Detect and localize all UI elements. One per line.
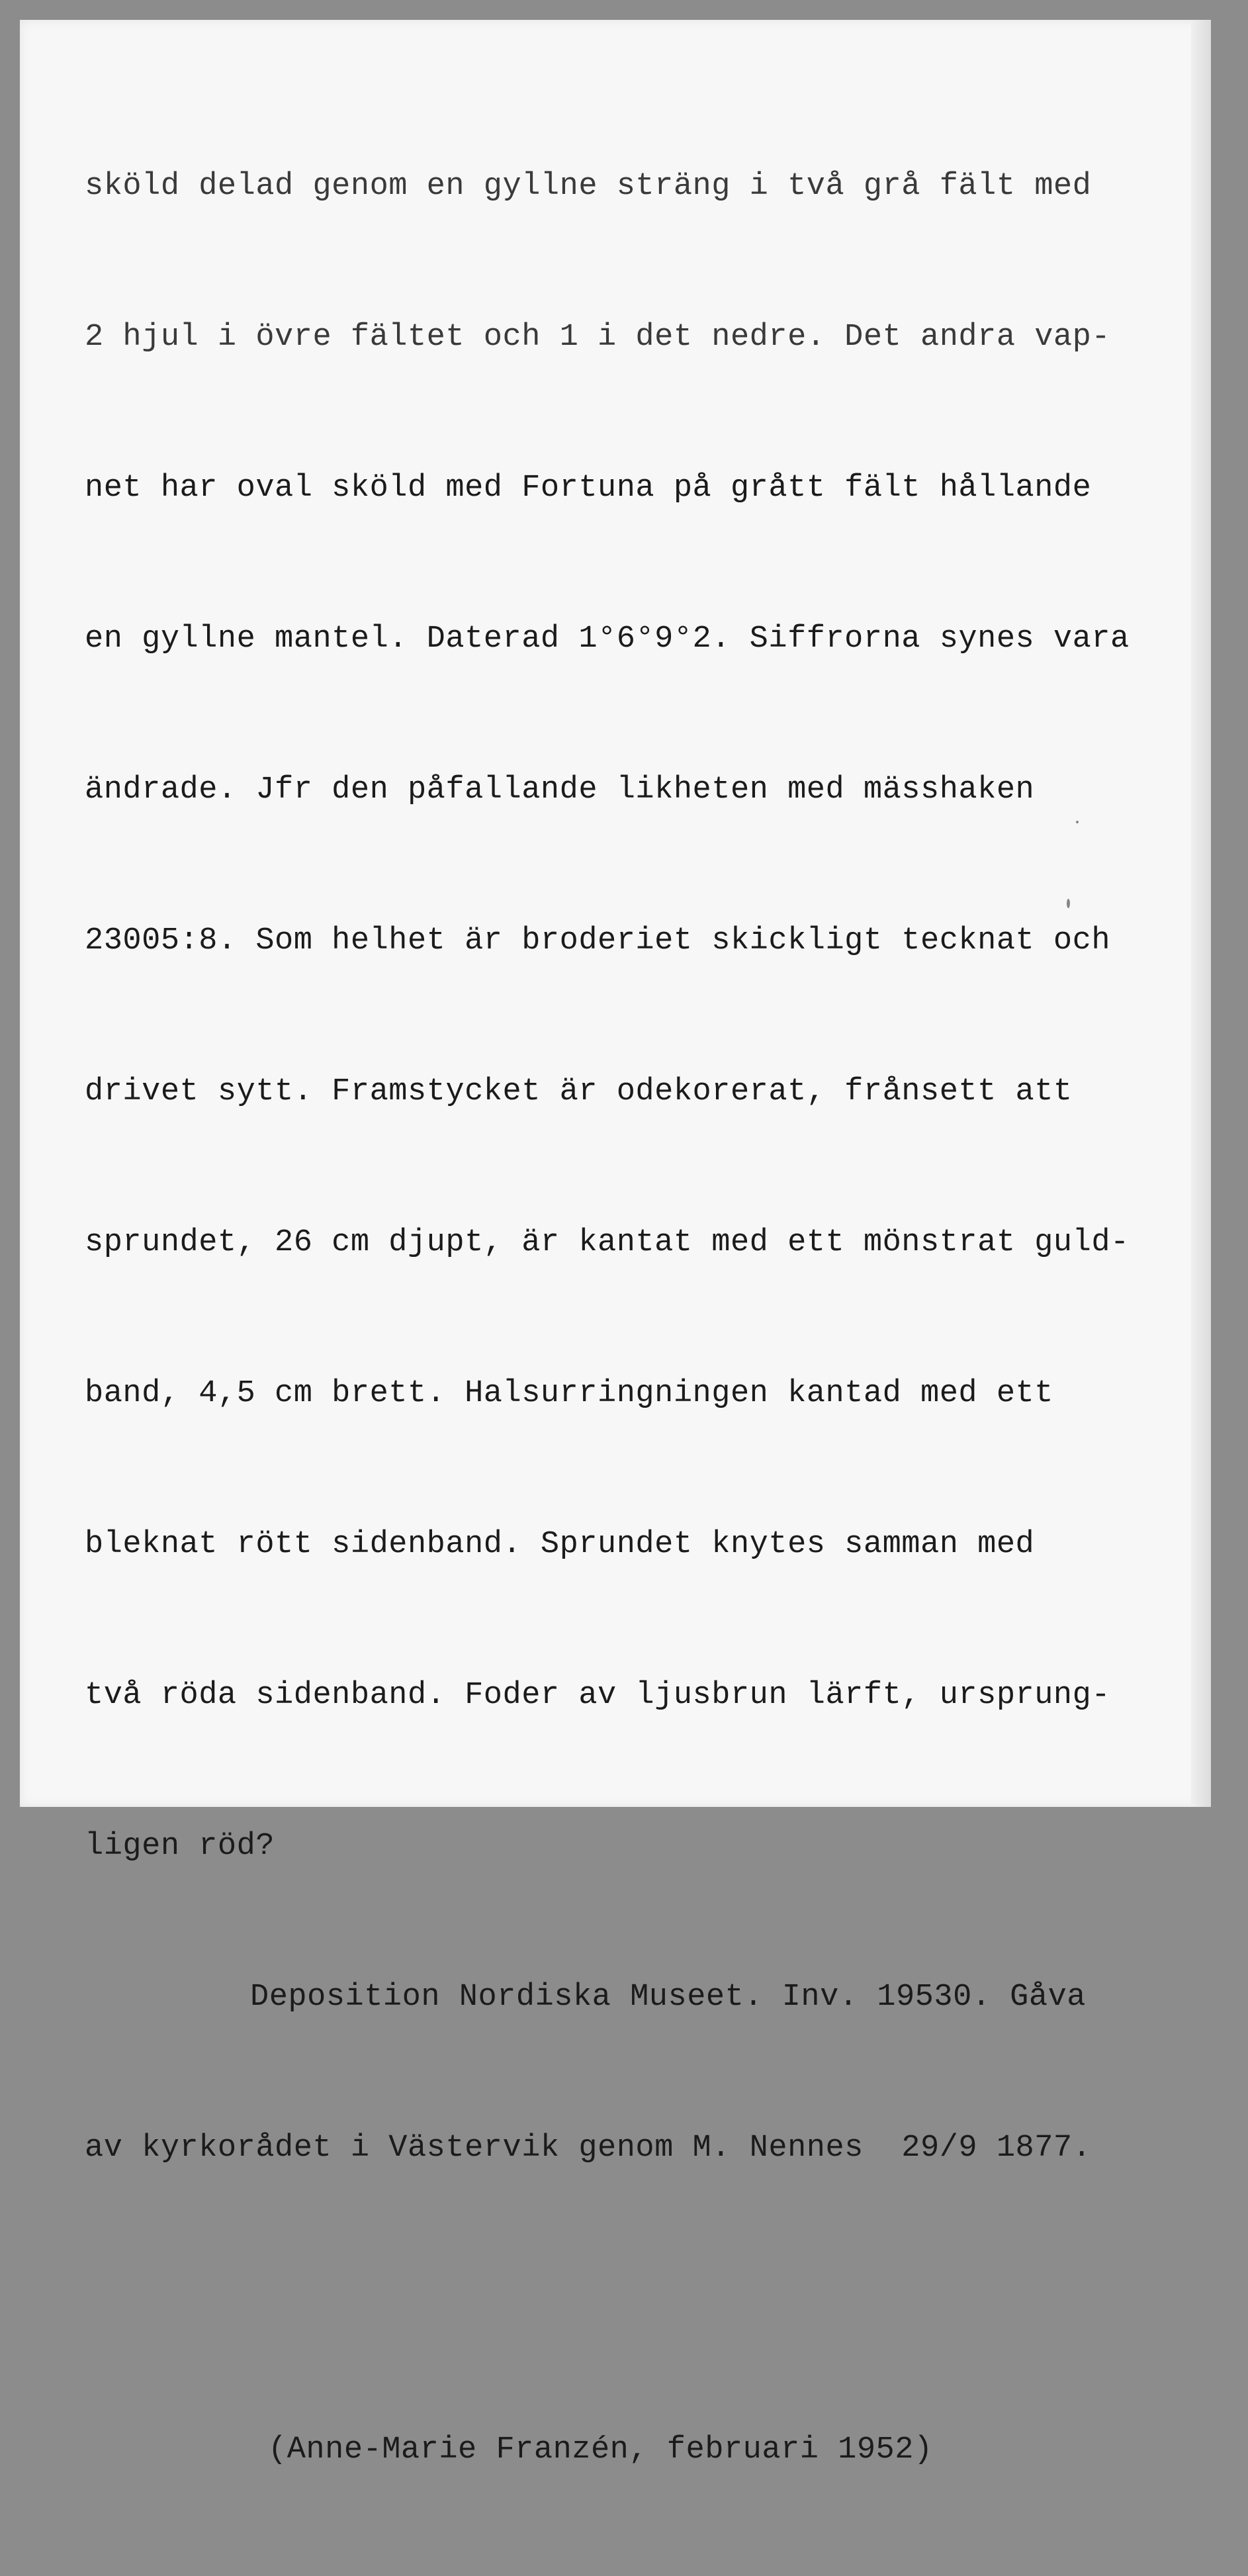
- text-line-9: band, 4,5 cm brett. Halsurringningen kantad med ett: [85, 1376, 1053, 1411]
- deposition-line-1: Deposition Nordiska Museet. Inv. 19530. Gåva: [250, 1980, 1087, 2015]
- deposition-line-2: av kyrkorådet i Västervik genom M. Nennes 29/9 1877.: [85, 2131, 1092, 2166]
- text-line-10: bleknat rött sidenband. Sprundet knytes samman med: [85, 1527, 1035, 1562]
- text-line-12: ligen röd?: [85, 1829, 275, 1864]
- text-line-11: två röda sidenband. Foder av ljusbrun lärft, ursprung-: [85, 1678, 1111, 1713]
- text-line-6: 23005:8. Som helhet är broderiet skickligt tecknat och: [85, 923, 1111, 958]
- text-line-7: drivet sytt. Framstycket är odekorerat, frånsett att: [85, 1074, 1073, 1109]
- blank-line: [85, 2274, 1210, 2324]
- index-card: [20, 20, 1211, 2467]
- dust-speck: [1076, 821, 1079, 823]
- text-line-3: net har oval sköld med Fortuna på grått fält hållande: [85, 471, 1092, 506]
- text-line-8: sprundet, 26 cm djupt, är kantat med ett mönstrat guld-: [85, 1225, 1130, 1260]
- typed-text-block: [85, 61, 1210, 2576]
- text-line-2: 2 hjul i övre fältet och 1 i det nedre. Det andra vap-: [85, 320, 1111, 355]
- text-line-1: sköld delad genom en gyllne sträng i två grå fält med: [85, 169, 1092, 204]
- dust-speck: [1067, 899, 1070, 908]
- author-signature: (Anne-Marie Franzén, februari 1952): [268, 2432, 933, 2467]
- text-line-4: en gyllne mantel. Daterad 1°6°9°2. Siffrorna synes vara: [85, 621, 1130, 657]
- text-line-5: ändrade. Jfr den påfallande likheten med mässhaken: [85, 772, 1035, 807]
